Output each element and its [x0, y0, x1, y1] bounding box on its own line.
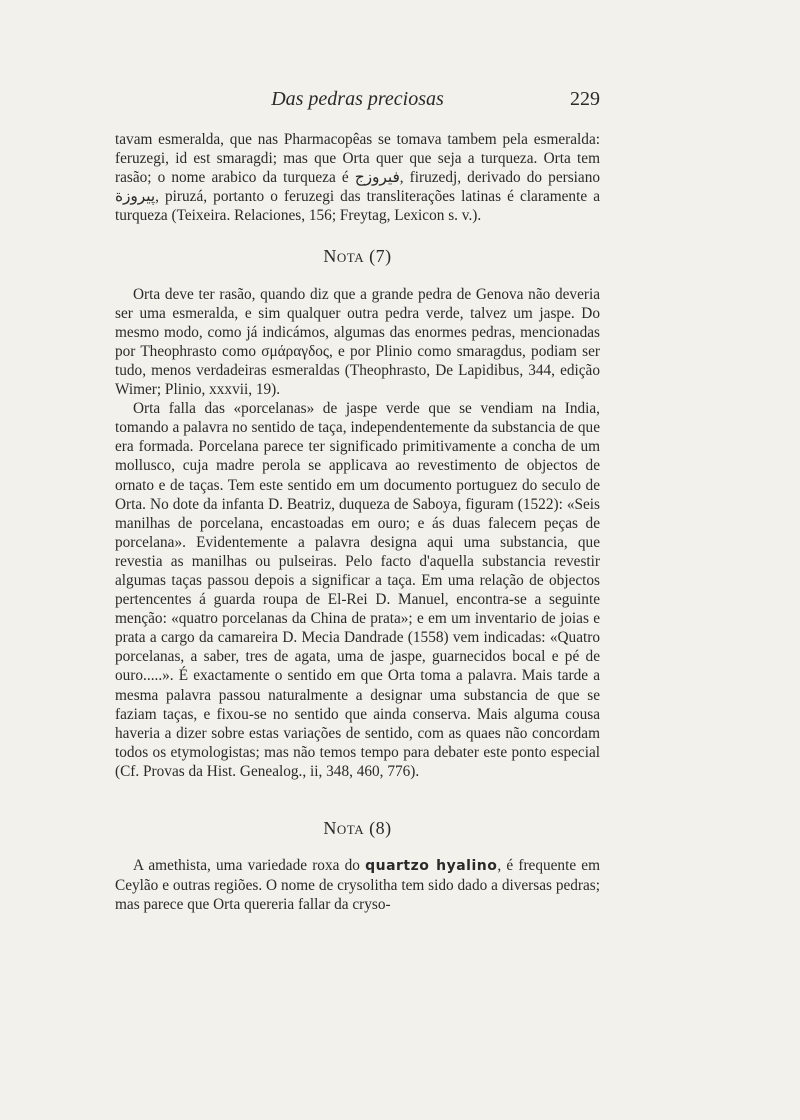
text-run: , é frequente em Ceylão e outras regiões. O nome de crysolitha tem sido dado a diversas pedras; mas parece que Orta quereria fallar da cryso-	[115, 857, 600, 914]
note-heading-7	[115, 247, 600, 266]
page-number: 229	[570, 88, 600, 110]
note-heading-word: Nota	[323, 246, 365, 267]
note-heading-number: (8)	[369, 818, 392, 838]
gothic-term: quartzo hyalino	[365, 858, 498, 875]
paragraph-note7-1: Orta deve ter rasão, quando diz que a grande pedra de Genova não deveria ser uma esmeralda, e sim qualquer outra pedra verde, talvez um jaspe. Do mesmo modo, como já indicámos, algumas das enormes pedras, mencionadas por Theophrasto como σμάραγδος, e por Plinio como smaragdus, podiam ser tudo, menos verdadeiras esmeraldas (Theophrasto, De Lapidibus, 344, edição Wimer; Plinio, xxxvii, 19).	[115, 285, 600, 399]
paragraph-note8-1	[115, 856, 600, 914]
note-heading-number: (7)	[369, 246, 392, 267]
page-body	[115, 130, 600, 914]
note-heading-word: Nota	[323, 818, 365, 838]
paragraph-continued: tavam esmeralda, que nas Pharmacopêas se tomava tambem pela esmeralda: feruzegi, id est smaragdi; mas que Orta quer que seja a turqueza. Orta tem rasão; o nome arabico da turqueza é فيروزج, firuzedj, derivado do persiano پيروزة, piruzá, portanto o feruzegi das transliterações latinas é claramente a turqueza (Teixeira. Relaciones, 156; Freytag, Lexicon s. v.).	[115, 131, 600, 225]
text-run: A amethista, uma variedade roxa do	[133, 857, 366, 875]
running-title: Das pedras preciosas	[271, 88, 444, 110]
paragraph-note7-2: Orta falla das «porcelanas» de jaspe verde que se vendiam na India, tomando a palavra no sentido de taça, independentemente da substancia de que era formada. Porcelana parece ter significado primitivamente a concha de um mollusco, cuja madre perola se applicava ao revestimento de objectos de ornato e de taças. Tem este sentido em um documento portuguez do seculo de Orta. No dote da infanta D. Beatriz, duqueza de Saboya, figuram (1522): «Seis manilhas de porcelana, encastoadas em ouro; e ás duas falecem peças de porcelana». Evidentemente a palavra designa aqui uma substancia, que revestia as manilhas ou pulseiras. Pelo facto d'aquella substancia revestir algumas taças passou depois a significar a taça. Em uma relação de objectos pertencentes á guarda roupa de El-Rei D. Manuel, encontra-se a seguinte menção: «quatro porcelanas da China de prata»; e em um inventario de joias e prata a cargo da camareira D. Mecia Dandrade (1558) vem indicadas: «Quatro porcelanas, a saber, tres de agata, uma de jaspe, guarnecidos bocal e pé de ouro.....». É exactamente o sentido em que Orta toma a palavra. Mais tarde a mesma palavra passou naturalmente a designar uma substancia de que se faziam taças, e fixou-se no sentido que ainda conserva. Mais alguma cousa haveria a dizer sobre estas variações de sentido, com as quaes não concordam todos os etymologistas; mas não temos tempo para debater este ponto especial (Cf. Provas da Hist. Genealog., ii, 348, 460, 776).	[115, 400, 600, 780]
page-header	[115, 86, 600, 116]
note-heading-8	[115, 819, 600, 838]
